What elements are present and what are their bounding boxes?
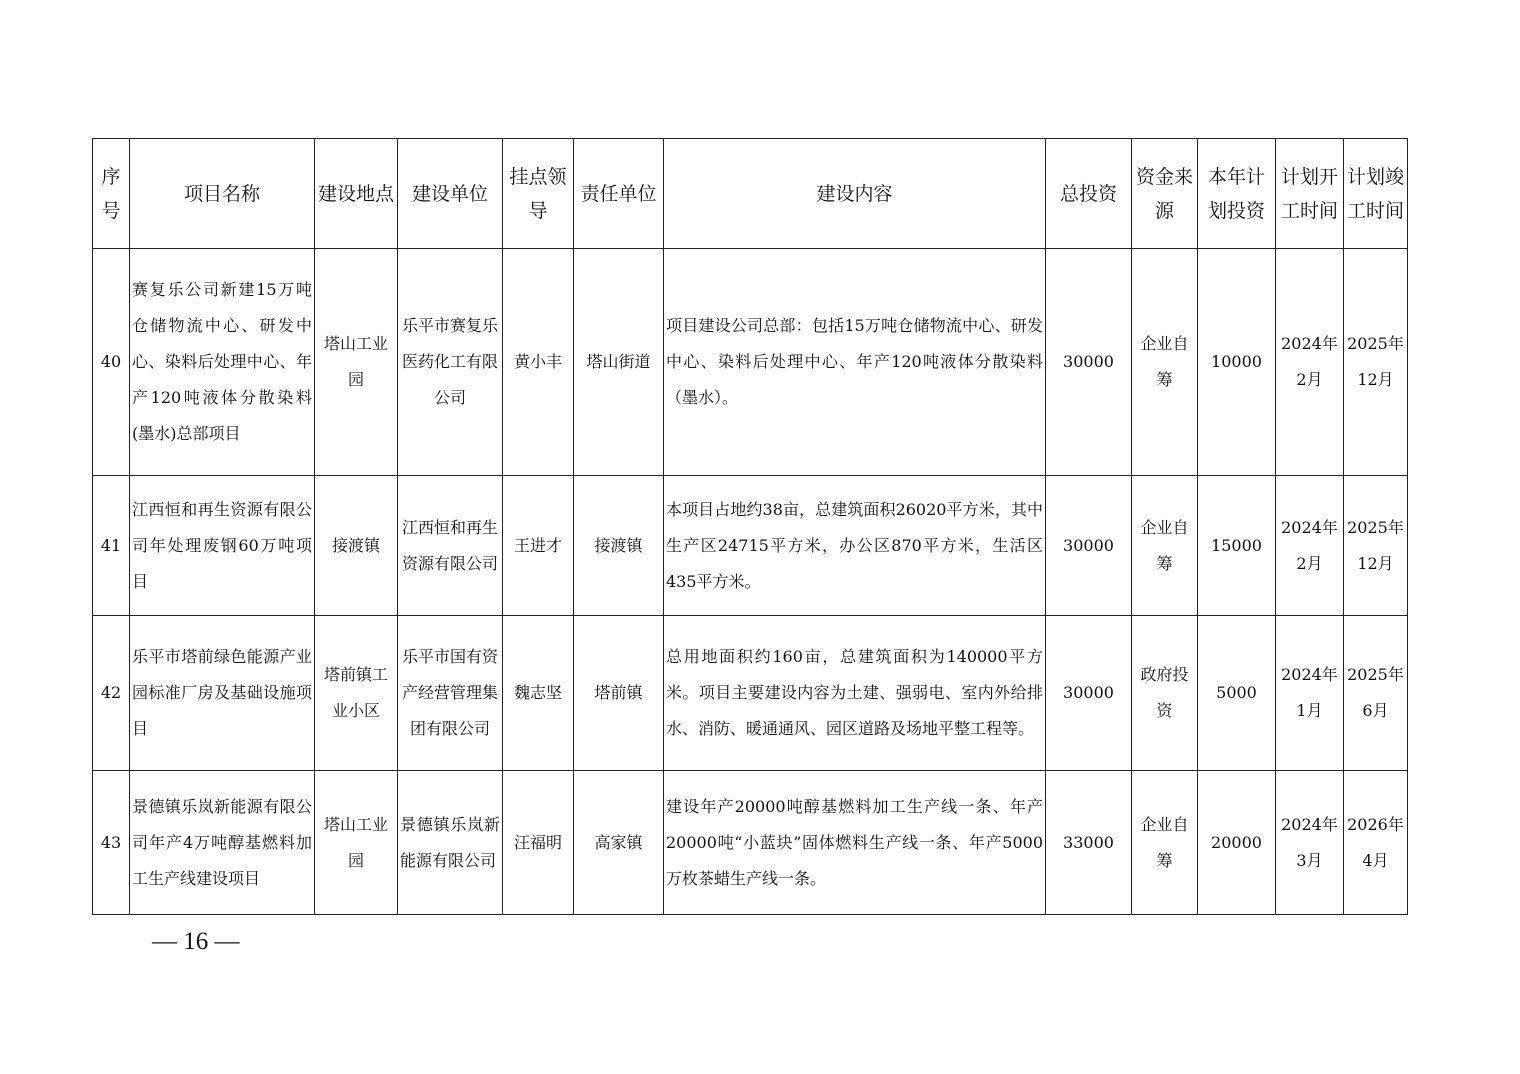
table-row	[93, 249, 1408, 476]
cell-funding-source: 政府投资	[1132, 616, 1198, 771]
cell-responsible-unit: 接渡镇	[574, 476, 664, 616]
cell-location: 接渡镇	[315, 476, 398, 616]
cell-responsible-unit: 塔前镇	[574, 616, 664, 771]
cell-project-name: 景德镇乐岚新能源有限公司年产4万吨醇基燃料加工生产线建设项目	[130, 771, 315, 915]
cell-annual-investment: 5000	[1198, 616, 1276, 771]
cell-no: 40	[93, 249, 130, 476]
header-total-investment: 总投资	[1046, 139, 1132, 249]
cell-funding-source: 企业自筹	[1132, 476, 1198, 616]
header-annual-investment: 本年计划投资	[1198, 139, 1276, 249]
header-construction-unit: 建设单位	[398, 139, 503, 249]
cell-annual-investment: 20000	[1198, 771, 1276, 915]
header-funding-source: 资金来源	[1132, 139, 1198, 249]
header-no: 序号	[93, 139, 130, 249]
table-header-row	[93, 139, 1408, 249]
table-row	[93, 476, 1408, 616]
cell-funding-source: 企业自筹	[1132, 771, 1198, 915]
cell-content: 建设年产20000吨醇基燃料加工生产线一条、年产20000吨“小蓝块”固体燃料生产线一条、年产5000万枚茶蜡生产线一条。	[664, 771, 1046, 915]
cell-annual-investment: 15000	[1198, 476, 1276, 616]
header-finish-time: 计划竣工时间	[1344, 139, 1408, 249]
cell-content: 项目建设公司总部：包括15万吨仓储物流中心、研发中心、染料后处理中心、年产120吨液体分散染料（墨水）。	[664, 249, 1046, 476]
header-content: 建设内容	[664, 139, 1046, 249]
cell-total-investment: 30000	[1046, 249, 1132, 476]
cell-construction-unit: 乐平市赛复乐医药化工有限公司	[398, 249, 503, 476]
cell-finish-time: 2025年12月	[1344, 249, 1408, 476]
header-start-time: 计划开工时间	[1276, 139, 1344, 249]
cell-leader: 黄小丰	[503, 249, 574, 476]
cell-content: 总用地面积约160亩，总建筑面积为140000平方米。项目主要建设内容为土建、强弱电、室内外给排水、消防、暖通通风、园区道路及场地平整工程等。	[664, 616, 1046, 771]
cell-start-time: 2024年2月	[1276, 249, 1344, 476]
cell-location: 塔山工业园	[315, 771, 398, 915]
cell-start-time: 2024年2月	[1276, 476, 1344, 616]
cell-finish-time: 2026年4月	[1344, 771, 1408, 915]
cell-total-investment: 30000	[1046, 476, 1132, 616]
cell-start-time: 2024年3月	[1276, 771, 1344, 915]
cell-no: 42	[93, 616, 130, 771]
cell-start-time: 2024年1月	[1276, 616, 1344, 771]
cell-total-investment: 33000	[1046, 771, 1132, 915]
cell-no: 43	[93, 771, 130, 915]
cell-location: 塔山工业园	[315, 249, 398, 476]
project-table	[92, 138, 1408, 915]
cell-construction-unit: 乐平市国有资产经营管理集团有限公司	[398, 616, 503, 771]
cell-total-investment: 30000	[1046, 616, 1132, 771]
cell-leader: 汪福明	[503, 771, 574, 915]
cell-project-name: 赛复乐公司新建15万吨仓储物流中心、研发中心、染料后处理中心、年产120吨液体分散染料(墨水)总部项目	[130, 249, 315, 476]
header-project-name: 项目名称	[130, 139, 315, 249]
cell-finish-time: 2025年12月	[1344, 476, 1408, 616]
page-number: — 16 —	[152, 928, 240, 955]
cell-content: 本项目占地约38亩，总建筑面积26020平方米，其中生产区24715平方米，办公区870平方米，生活区435平方米。	[664, 476, 1046, 616]
header-leader: 挂点领导	[503, 139, 574, 249]
cell-location: 塔前镇工业小区	[315, 616, 398, 771]
header-responsible-unit: 责任单位	[574, 139, 664, 249]
cell-leader: 王进才	[503, 476, 574, 616]
header-location: 建设地点	[315, 139, 398, 249]
cell-finish-time: 2025年6月	[1344, 616, 1408, 771]
cell-responsible-unit: 塔山街道	[574, 249, 664, 476]
cell-annual-investment: 10000	[1198, 249, 1276, 476]
cell-leader: 魏志坚	[503, 616, 574, 771]
table-row	[93, 616, 1408, 771]
table-row	[93, 771, 1408, 915]
cell-funding-source: 企业自筹	[1132, 249, 1198, 476]
cell-construction-unit: 江西恒和再生资源有限公司	[398, 476, 503, 616]
cell-construction-unit: 景德镇乐岚新能源有限公司	[398, 771, 503, 915]
cell-responsible-unit: 高家镇	[574, 771, 664, 915]
cell-project-name: 江西恒和再生资源有限公司年处理废钢60万吨项目	[130, 476, 315, 616]
cell-no: 41	[93, 476, 130, 616]
cell-project-name: 乐平市塔前绿色能源产业园标准厂房及基础设施项目	[130, 616, 315, 771]
